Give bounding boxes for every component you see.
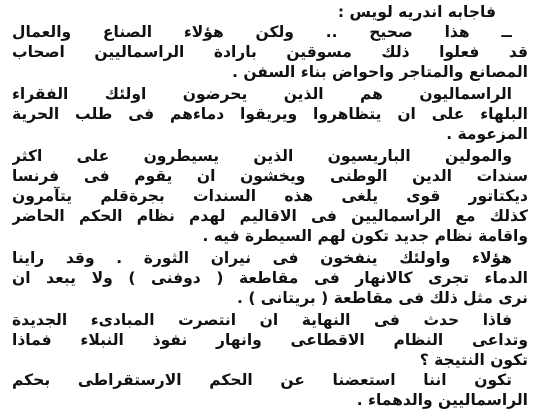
text-line: وتداعى النظام الاقطاعى وانهار نفوذ النبلاء فماذا: [12, 331, 528, 349]
text-line: هؤلاء واولئك ينفخون فى نيران الثورة . وقد راينا: [12, 249, 512, 267]
text-line: تكون النتيجة ؟: [419, 351, 528, 369]
text-line: ــ هذا صحيح .. ولكن هؤلاء الصناع والعمال: [12, 23, 512, 41]
text-line: الراسماليون هم الذين يحرضون اولئك الفقراء: [12, 85, 512, 103]
text-line: المزعومة .: [446, 125, 528, 143]
text-line: تكون اننا استعضنا عن الحكم الارستقراطى بحكم: [12, 371, 512, 389]
text-line: والمولين الباريسيون الذين يسيطرون على اكثر: [12, 147, 512, 165]
text-line: الدماء تجرى كالانهار فى مقاطعة ( دوفنى ) ولا يبعد ان: [12, 269, 528, 287]
text-line: واقامة نظام جديد تكون لهم السيطرة فيه .: [202, 227, 528, 245]
text-line: نرى مثل ذلك فى مقاطعة ( بريتانى ) .: [237, 289, 528, 307]
text-line: البلهاء على ان يتظاهروا ويريقوا دماءهم فى طلب الحرية: [12, 105, 528, 123]
text-line: فاذا حدث فى النهاية ان انتصرت المبادىء الجديدة: [12, 311, 512, 329]
text-line: فاجابه اندريه لويس :: [337, 3, 496, 21]
text-line: الراسماليين والدهماء .: [356, 391, 528, 409]
text-line: المصانع والمتاجر واحواض بناء السفن .: [232, 63, 528, 81]
text-line: قد فعلوا ذلك مسوقين بارادة الراسماليين اصحاب: [12, 43, 528, 61]
text-line: ديكتاتور قوى يلغى هذه السندات بجرةقلم يتآمرون: [12, 187, 528, 205]
text-line: سندات الدين الوطنى ويخشون ان يقوم فى فرنسا: [12, 167, 528, 185]
text-line: كذلك مع الراسماليين فى الاقاليم لهدم نظام الحكم الحاضر: [12, 207, 528, 225]
